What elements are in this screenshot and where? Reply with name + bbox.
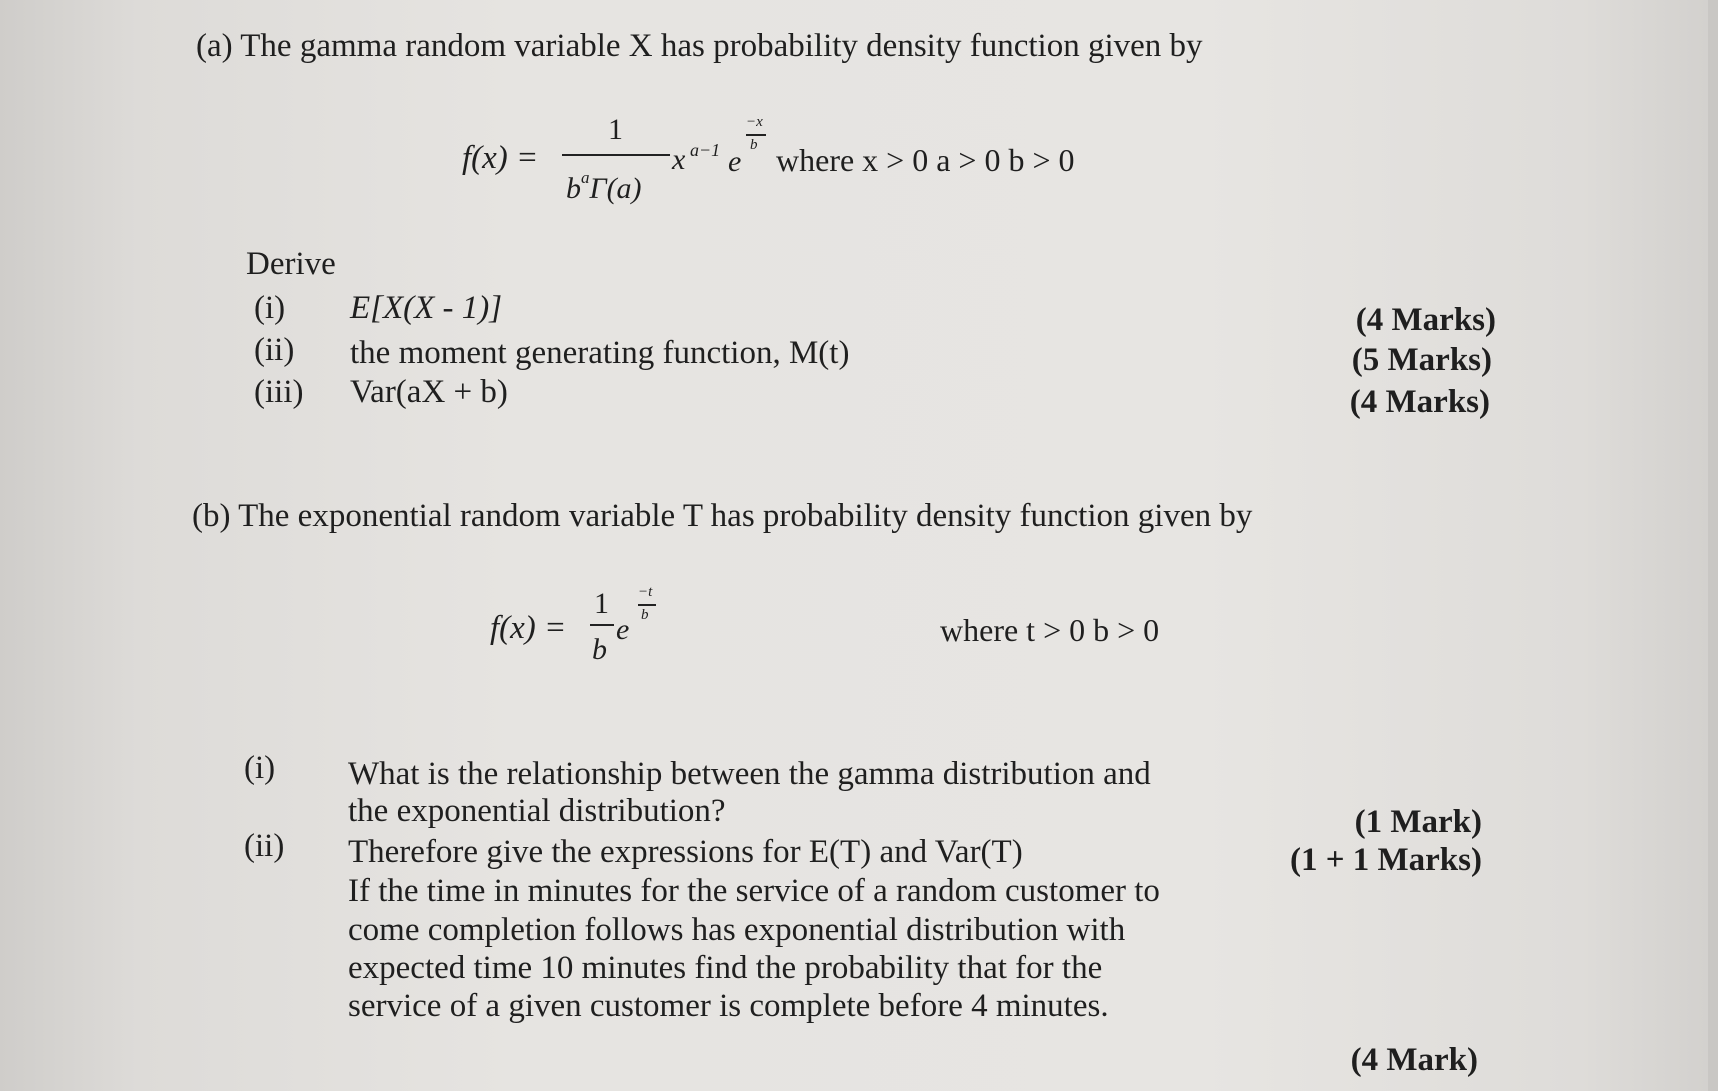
part-b-item-1-line-2: the exponential distribution?: [348, 793, 726, 829]
part-a-item-2-text: the moment generating function, M(t): [350, 335, 850, 371]
derive-label: Derive: [246, 246, 336, 282]
exp-formula-e: e: [616, 613, 630, 646]
gamma-formula-e: e: [728, 145, 742, 178]
part-b-item-2-line-1: Therefore give the expressions for E(T) and Var(T): [348, 834, 1023, 870]
gamma-formula-condition: where x > 0 a > 0 b > 0: [776, 142, 1075, 178]
exp-formula-numerator: 1: [594, 587, 609, 620]
part-a-item-3-number: (iii): [254, 374, 304, 410]
part-a-item-2-number: (ii): [254, 332, 295, 368]
part-a-item-2-marks: (5 Marks): [1351, 342, 1492, 378]
gamma-fraction-bar: [562, 154, 670, 156]
gamma-formula-lhs: f(x) =: [462, 140, 539, 176]
part-b-item-1-marks: (1 Mark): [1354, 804, 1482, 840]
part-b-final-marks: (4 Mark): [1350, 1042, 1478, 1078]
gamma-exp-numerator: −x: [746, 114, 763, 130]
part-a-item-1-text: E[X(X - 1)]: [350, 290, 503, 326]
part-a-item-3-marks: (4 Marks): [1349, 384, 1490, 420]
exp-exponent-denominator: b: [641, 607, 649, 623]
part-b-item-2-line-4: expected time 10 minutes find the probability that for the: [348, 950, 1103, 986]
gamma-exp-denominator: b: [750, 137, 758, 153]
exp-formula-lhs: f(x) =: [490, 610, 567, 646]
part-a-intro: (a) The gamma random variable X has probability density function given by: [196, 28, 1203, 64]
gamma-formula-numerator: 1: [608, 113, 623, 146]
part-a-item-1-marks: (4 Marks): [1355, 302, 1496, 338]
part-b-item-1-number: (i): [244, 750, 276, 786]
part-b-item-1-line-1: What is the relationship between the gamma distribution and: [348, 756, 1151, 792]
exp-fraction-bar: [590, 624, 614, 626]
part-b-item-2-line-3: come completion follows has exponential distribution with: [348, 912, 1126, 948]
part-b-intro: (b) The exponential random variable T has probability density function given by: [192, 498, 1253, 534]
exp-exponent-numerator: −t: [638, 584, 653, 600]
exp-formula-denominator: b: [592, 633, 607, 666]
part-a-item-3-text: Var(aX + b): [350, 374, 508, 410]
part-a-item-1-number: (i): [254, 290, 286, 326]
exp-formula-condition: where t > 0 b > 0: [940, 612, 1160, 648]
gamma-formula-denominator: $b^a\Gamma(a)$: [566, 168, 642, 205]
gamma-formula-x-exponent: a−1: [690, 140, 721, 160]
part-b-item-2-line-5: service of a given customer is complete before 4 minutes.: [348, 988, 1109, 1024]
page-edge: [1708, 0, 1718, 1091]
part-b-item-2-number: (ii): [244, 828, 285, 864]
gamma-formula-x: x: [672, 143, 686, 176]
part-b-item-2-marks: (1 + 1 Marks): [1289, 842, 1482, 878]
part-b-item-2-line-2: If the time in minutes for the service of a random customer to: [348, 873, 1160, 909]
